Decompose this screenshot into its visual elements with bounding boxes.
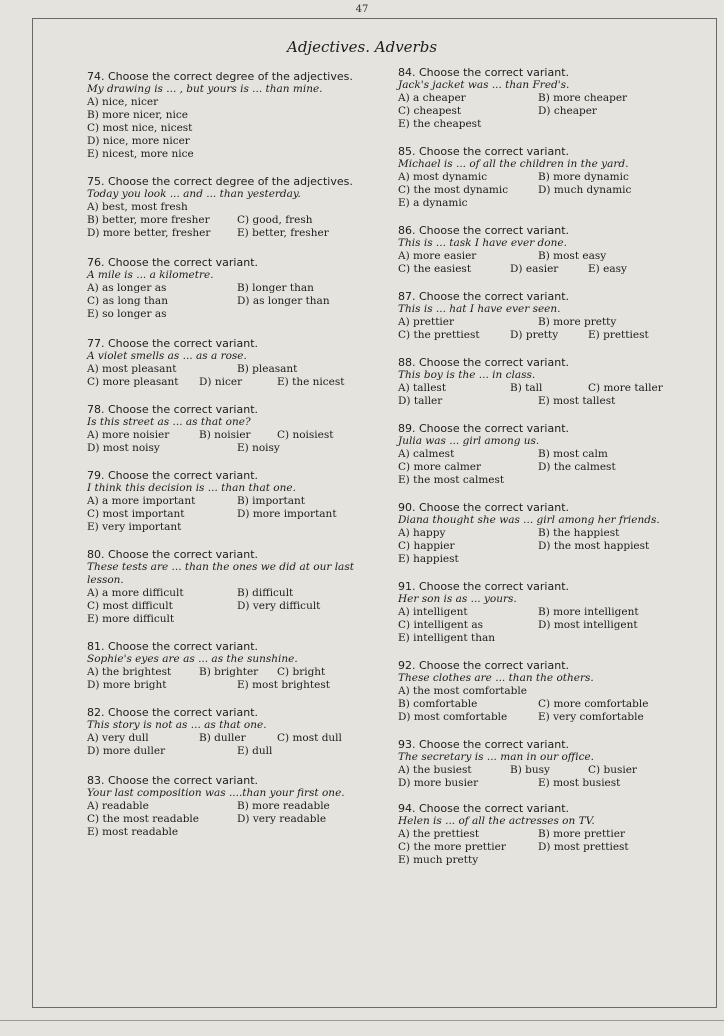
answer-option[interactable]: B) brighter	[199, 666, 259, 678]
answer-option[interactable]: E) most tallest	[538, 395, 616, 407]
answer-option[interactable]: D) most intelligent	[538, 619, 638, 631]
answer-option[interactable]: E) the nicest	[277, 376, 345, 388]
question-instruction: 84. Choose the correct variant.	[398, 66, 570, 79]
answer-option[interactable]: E) very comfortable	[538, 711, 644, 723]
answer-option[interactable]: D) more bright	[87, 679, 167, 691]
answer-option[interactable]: E) dull	[237, 745, 273, 757]
answer-option[interactable]: C) most nice, nicest	[87, 122, 193, 134]
question-instruction: 76. Choose the correct variant.	[87, 256, 259, 269]
answer-option[interactable]: C) bright	[277, 666, 326, 678]
answer-option[interactable]: E) nicest, more nice	[87, 148, 194, 160]
question-sentence: These clothes are ... than the others.	[398, 672, 594, 684]
answer-option[interactable]: C) cheapest	[398, 105, 462, 117]
answer-option[interactable]: A) more noisier	[87, 429, 170, 441]
answer-option[interactable]: C) the prettiest	[398, 329, 480, 341]
question-83	[87, 774, 387, 839]
question-instruction: 93. Choose the correct variant.	[398, 738, 570, 751]
answer-option[interactable]: C) good, fresh	[237, 214, 313, 226]
answer-option[interactable]: A) a cheaper	[398, 92, 466, 104]
answer-option[interactable]: E) more difficult	[87, 613, 175, 625]
answer-option[interactable]: E) most busiest	[538, 777, 621, 789]
answer-option[interactable]: B) busy	[510, 764, 550, 776]
answer-option[interactable]: D) pretty	[510, 329, 559, 341]
question-94	[398, 802, 698, 867]
question-sentence: Julia was ... girl among us.	[398, 435, 540, 447]
question-80	[87, 548, 387, 626]
answer-option[interactable]: A) a more difficult	[87, 587, 184, 599]
question-86	[398, 224, 698, 276]
page-title: Adjectives. Adverbs	[286, 38, 438, 56]
answer-option[interactable]: D) more duller	[87, 745, 166, 757]
question-81	[87, 640, 387, 692]
question-sentence: This is ... task I have ever done.	[398, 237, 567, 249]
answer-option[interactable]: B) more nicer, nice	[87, 109, 188, 121]
question-sentence: Diana thought she was ... girl among her friends.	[398, 514, 660, 526]
question-sentence: My drawing is ... , but yours is ... than mine.	[87, 83, 323, 95]
answer-option[interactable]: A) as longer as	[87, 282, 167, 294]
answer-option[interactable]: E) the cheapest	[398, 118, 482, 130]
answer-option[interactable]: B) more pretty	[538, 316, 617, 328]
answer-option[interactable]: B) more dynamic	[538, 171, 629, 183]
answer-option[interactable]: B) more cheaper	[538, 92, 628, 104]
answer-option[interactable]: B) important	[237, 495, 305, 507]
answer-option[interactable]: A) the busiest	[398, 764, 472, 776]
answer-option[interactable]: A) calmest	[398, 448, 455, 460]
question-sentence: Helen is ... of all the actresses on TV.	[398, 815, 595, 827]
answer-option[interactable]: A) prettier	[398, 316, 455, 328]
question-instruction: 87. Choose the correct variant.	[398, 290, 570, 303]
answer-option[interactable]: D) very difficult	[237, 600, 321, 612]
answer-option[interactable]: E) the most calmest	[398, 474, 505, 486]
answer-option[interactable]: A) more easier	[398, 250, 477, 262]
question-88	[398, 356, 698, 408]
answer-option[interactable]: A) the most comfortable	[398, 685, 527, 697]
answer-option[interactable]: D) most prettiest	[538, 841, 629, 853]
answer-option[interactable]: D) the most happiest	[538, 540, 650, 552]
answer-option[interactable]: A) a more important	[87, 495, 196, 507]
answer-option[interactable]: C) most important	[87, 508, 185, 520]
answer-option[interactable]: E) happiest	[398, 553, 459, 565]
answer-option[interactable]: E) most brightest	[237, 679, 330, 691]
question-sentence: This boy is the ... in class.	[398, 369, 536, 381]
question-sentence: These tests are ... than the ones we did at our last lesson.	[87, 561, 354, 586]
question-91	[398, 580, 698, 645]
answer-option[interactable]: C) busier	[588, 764, 637, 776]
question-instruction: 81. Choose the correct variant.	[87, 640, 259, 653]
answer-option[interactable]: D) cheaper	[538, 105, 597, 117]
question-79	[87, 469, 387, 534]
answer-option[interactable]: A) readable	[87, 800, 149, 812]
question-instruction: 79. Choose the correct variant.	[87, 469, 259, 482]
question-77	[87, 337, 387, 389]
answer-option[interactable]: E) very important	[87, 521, 182, 533]
answer-option[interactable]: E) much pretty	[398, 854, 479, 866]
answer-option[interactable]: D) much dynamic	[538, 184, 632, 196]
question-76	[87, 256, 387, 321]
question-sentence: This story is not as ... as that one.	[87, 719, 267, 731]
answer-option[interactable]: D) most comfortable	[398, 711, 508, 723]
answer-option[interactable]: D) more busier	[398, 777, 479, 789]
answer-option[interactable]: E) easy	[588, 263, 627, 275]
question-sentence: Your last composition was ....than your first one.	[87, 787, 345, 799]
question-82	[87, 706, 387, 758]
answer-option[interactable]: C) noisiest	[277, 429, 334, 441]
question-instruction: 88. Choose the correct variant.	[398, 356, 570, 369]
page-number: 47	[355, 4, 369, 15]
answer-option[interactable]: A) nice, nicer	[87, 96, 159, 108]
answer-option[interactable]: A) best, most fresh	[87, 201, 188, 213]
answer-option[interactable]: C) more comfortable	[538, 698, 649, 710]
answer-option[interactable]: B) difficult	[237, 587, 294, 599]
question-sentence: The secretary is ... man in our office.	[398, 751, 595, 763]
answer-option[interactable]: D) nice, more nicer	[87, 135, 190, 147]
question-instruction: 91. Choose the correct variant.	[398, 580, 570, 593]
question-instruction: 82. Choose the correct variant.	[87, 706, 259, 719]
question-instruction: 85. Choose the correct variant.	[398, 145, 570, 158]
answer-option[interactable]: C) happier	[398, 540, 455, 552]
answer-option[interactable]: A) very dull	[87, 732, 149, 744]
question-84	[398, 66, 698, 131]
answer-option[interactable]: E) intelligent than	[398, 632, 495, 644]
answer-option[interactable]: C) more calmer	[398, 461, 482, 473]
question-instruction: 83. Choose the correct variant.	[87, 774, 259, 787]
question-sentence: Jack's jacket was ... than Fred's.	[398, 79, 570, 91]
question-74	[87, 70, 387, 161]
answer-option[interactable]: D) most noisy	[87, 442, 160, 454]
question-instruction: 75. Choose the correct degree of the adjectives.	[87, 175, 353, 188]
question-sentence: This is ... hat I have ever seen.	[398, 303, 561, 315]
question-90	[398, 501, 698, 566]
question-sentence: Today you look ... and ... than yesterday.	[87, 188, 301, 200]
answer-option[interactable]: B) longer than	[237, 282, 314, 294]
answer-option[interactable]: D) very readable	[237, 813, 327, 825]
answer-option[interactable]: D) easier	[510, 263, 559, 275]
answer-option[interactable]: D) more better, fresher	[87, 227, 211, 239]
answer-option[interactable]: C) most dull	[277, 732, 342, 744]
right-column	[398, 66, 698, 867]
answer-option[interactable]: A) happy	[398, 527, 446, 539]
question-92	[398, 659, 698, 724]
question-93	[398, 738, 698, 790]
answer-option[interactable]: C) the easiest	[398, 263, 472, 275]
answer-option[interactable]: A) most dynamic	[398, 171, 488, 183]
answer-option[interactable]: A) intelligent	[398, 606, 468, 618]
question-sentence: Is this street as ... as that one?	[87, 416, 251, 428]
question-instruction: 78. Choose the correct variant.	[87, 403, 259, 416]
question-87	[398, 290, 698, 342]
question-instruction: 92. Choose the correct variant.	[398, 659, 570, 672]
answer-option[interactable]: B) most easy	[538, 250, 607, 262]
answer-option[interactable]: E) better, fresher	[237, 227, 329, 239]
answer-option[interactable]: D) more important	[237, 508, 337, 520]
answer-option[interactable]: C) the most readable	[87, 813, 199, 825]
question-75	[87, 175, 387, 240]
answer-option[interactable]: D) as longer than	[237, 295, 330, 307]
answer-option[interactable]: D) nicer	[199, 376, 243, 388]
question-instruction: 94. Choose the correct variant.	[398, 802, 570, 815]
question-instruction: 74. Choose the correct degree of the adjectives.	[87, 70, 353, 83]
answer-option[interactable]: E) most readable	[87, 826, 179, 838]
bottom-divider	[0, 1020, 724, 1021]
answer-option[interactable]: C) more pleasant	[87, 376, 179, 388]
question-sentence: Her son is as ... yours.	[398, 593, 517, 605]
answer-option[interactable]: B) more readable	[237, 800, 330, 812]
answer-option[interactable]: B) comfortable	[398, 698, 478, 710]
answer-option[interactable]: B) tall	[510, 382, 543, 394]
left-column	[87, 70, 387, 839]
answer-option[interactable]: E) prettiest	[588, 329, 649, 341]
question-89	[398, 422, 698, 487]
question-sentence: Michael is ... of all the children in the yard.	[398, 158, 629, 170]
answer-option[interactable]: A) the brightest	[87, 666, 172, 678]
answer-option[interactable]: E) a dynamic	[398, 197, 468, 209]
answer-option[interactable]: B) pleasant	[237, 363, 298, 375]
question-instruction: 80. Choose the correct variant.	[87, 548, 259, 561]
question-sentence: A mile is ... a kilometre.	[87, 269, 214, 281]
answer-option[interactable]: B) more prettier	[538, 828, 625, 840]
question-85	[398, 145, 698, 210]
answer-option[interactable]: A) tallest	[398, 382, 447, 394]
answer-option[interactable]: E) noisy	[237, 442, 280, 454]
question-instruction: 90. Choose the correct variant.	[398, 501, 570, 514]
answer-option[interactable]: C) intelligent as	[398, 619, 483, 631]
answer-option[interactable]: C) more taller	[588, 382, 663, 394]
question-sentence: Sophie's eyes are as ... as the sunshine.	[87, 653, 298, 665]
question-instruction: 77. Choose the correct variant.	[87, 337, 259, 350]
answer-option[interactable]: A) most pleasant	[87, 363, 177, 375]
answer-option[interactable]: A) the prettiest	[398, 828, 480, 840]
answer-option[interactable]: C) as long than	[87, 295, 168, 307]
answer-option[interactable]: D) the calmest	[538, 461, 616, 473]
answer-option[interactable]: B) duller	[199, 732, 246, 744]
question-78	[87, 403, 387, 455]
question-sentence: A violet smells as ... as a rose.	[87, 350, 247, 362]
answer-option[interactable]: D) taller	[398, 395, 443, 407]
question-instruction: 86. Choose the correct variant.	[398, 224, 570, 237]
answer-option[interactable]: B) better, more fresher	[87, 214, 210, 226]
answer-option[interactable]: B) most calm	[538, 448, 608, 460]
answer-option[interactable]: E) so longer as	[87, 308, 167, 320]
question-sentence: I think this decision is ... than that one.	[87, 482, 296, 494]
answer-option[interactable]: B) the happiest	[538, 527, 620, 539]
answer-option[interactable]: B) noisier	[199, 429, 251, 441]
answer-option[interactable]: C) the more prettier	[398, 841, 506, 853]
answer-option[interactable]: B) more intelligent	[538, 606, 639, 618]
question-instruction: 89. Choose the correct variant.	[398, 422, 570, 435]
answer-option[interactable]: C) the most dynamic	[398, 184, 509, 196]
answer-option[interactable]: C) most difficult	[87, 600, 173, 612]
